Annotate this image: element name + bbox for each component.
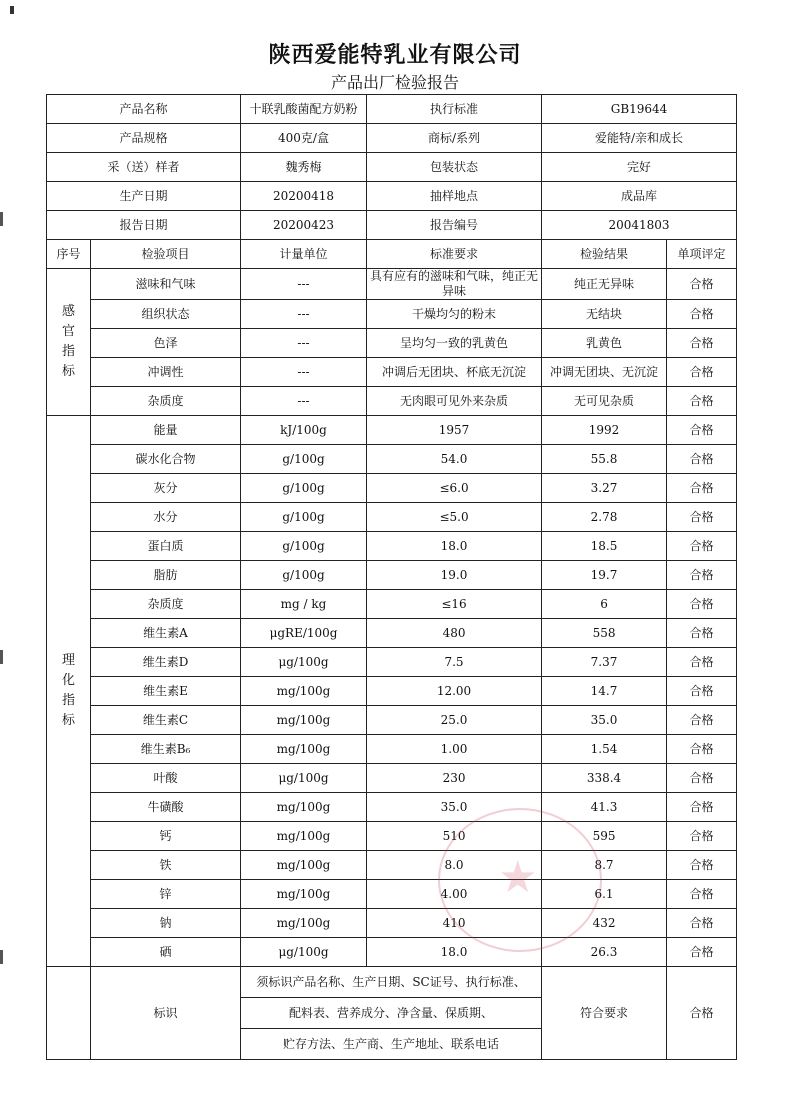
evaluation-cell: 合格	[667, 445, 737, 474]
test-item: 碳水化合物	[91, 445, 241, 474]
evaluation-cell: 合格	[667, 793, 737, 822]
evaluation-cell: 合格	[667, 677, 737, 706]
physchem-side-label: 理化指标	[47, 416, 91, 967]
evaluation-cell: 合格	[667, 590, 737, 619]
unit-cell: mg/100g	[241, 793, 367, 822]
requirement-cell: 1957	[367, 416, 542, 445]
result-cell: 7.37	[542, 648, 667, 677]
test-item: 钙	[91, 822, 241, 851]
requirement-cell: 230	[367, 764, 542, 793]
inspection-table	[46, 94, 737, 1060]
result-cell: 2.78	[542, 503, 667, 532]
package-label: 包装状态	[367, 153, 542, 182]
label-section	[47, 967, 737, 1060]
sensory-row	[47, 329, 737, 358]
test-item: 维生素D	[91, 648, 241, 677]
standard-label: 执行标准	[367, 95, 542, 124]
requirement-cell: 具有应有的滋味和气味，纯正无异味	[367, 269, 542, 300]
physchem-row	[47, 735, 737, 764]
physchem-row	[47, 706, 737, 735]
physchem-row	[47, 648, 737, 677]
test-item: 叶酸	[91, 764, 241, 793]
unit-cell: μg/100g	[241, 764, 367, 793]
result-cell: 19.7	[542, 561, 667, 590]
report-no-value: 20041803	[542, 211, 737, 240]
spec-label: 产品规格	[47, 124, 241, 153]
requirement-cell: 410	[367, 909, 542, 938]
test-item: 维生素E	[91, 677, 241, 706]
unit-cell: ---	[241, 358, 367, 387]
binding-mark	[0, 950, 3, 964]
result-cell: 558	[542, 619, 667, 648]
evaluation-cell: 合格	[667, 909, 737, 938]
evaluation-cell: 合格	[667, 648, 737, 677]
test-item: 脂肪	[91, 561, 241, 590]
physchem-row	[47, 938, 737, 967]
info-row	[47, 211, 737, 240]
test-item: 锌	[91, 880, 241, 909]
sampler-value: 魏秀梅	[241, 153, 367, 182]
col-header-result: 检验结果	[542, 240, 667, 269]
requirement-cell: 18.0	[367, 938, 542, 967]
result-cell: 冲调无团块、无沉淀	[542, 358, 667, 387]
label-requirement-line: 配料表、营养成分、净含量、保质期、	[241, 998, 542, 1029]
unit-cell: mg / kg	[241, 590, 367, 619]
unit-cell: mg/100g	[241, 677, 367, 706]
evaluation-cell: 合格	[667, 532, 737, 561]
result-cell: 无结块	[542, 300, 667, 329]
test-item: 维生素B₆	[91, 735, 241, 764]
requirement-cell: 12.00	[367, 677, 542, 706]
result-cell: 35.0	[542, 706, 667, 735]
company-title: 陕西爱能特乳业有限公司	[268, 43, 522, 68]
result-cell: 6.1	[542, 880, 667, 909]
test-item: 灰分	[91, 474, 241, 503]
result-cell: 595	[542, 822, 667, 851]
spec-value: 400克/盒	[241, 124, 367, 153]
sample-place-value: 成品库	[542, 182, 737, 211]
result-cell: 55.8	[542, 445, 667, 474]
test-item: 能量	[91, 416, 241, 445]
evaluation-cell: 合格	[667, 880, 737, 909]
label-item: 标识	[91, 967, 241, 1060]
requirement-cell: 1.00	[367, 735, 542, 764]
evaluation-cell: 合格	[667, 764, 737, 793]
test-item: 蛋白质	[91, 532, 241, 561]
result-cell: 26.3	[542, 938, 667, 967]
requirement-cell: 25.0	[367, 706, 542, 735]
prod-date-value: 20200418	[241, 182, 367, 211]
evaluation-cell: 合格	[667, 851, 737, 880]
evaluation-cell: 合格	[667, 269, 737, 300]
physchem-row	[47, 851, 737, 880]
unit-cell: kJ/100g	[241, 416, 367, 445]
unit-cell: ---	[241, 329, 367, 358]
prod-date-label: 生产日期	[47, 182, 241, 211]
result-cell: 432	[542, 909, 667, 938]
brand-value: 爱能特/亲和成长	[542, 124, 737, 153]
product-name-label: 产品名称	[47, 95, 241, 124]
binding-mark	[0, 212, 3, 226]
result-cell: 乳黄色	[542, 329, 667, 358]
requirement-cell: 19.0	[367, 561, 542, 590]
punch-mark	[10, 6, 14, 14]
unit-cell: μg/100g	[241, 648, 367, 677]
requirement-cell: 35.0	[367, 793, 542, 822]
requirement-cell: 54.0	[367, 445, 542, 474]
test-item: 滋味和气味	[91, 269, 241, 300]
physchem-section	[47, 416, 737, 967]
unit-cell: ---	[241, 269, 367, 300]
evaluation-cell: 合格	[667, 619, 737, 648]
unit-cell: mg/100g	[241, 706, 367, 735]
result-cell: 无可见杂质	[542, 387, 667, 416]
physchem-row	[47, 532, 737, 561]
label-result: 符合要求	[542, 967, 667, 1060]
evaluation-cell: 合格	[667, 938, 737, 967]
sensory-row	[47, 358, 737, 387]
test-item: 牛磺酸	[91, 793, 241, 822]
requirement-cell: ≤16	[367, 590, 542, 619]
sensory-row	[47, 387, 737, 416]
sensory-side-label: 感官指标	[47, 269, 91, 416]
result-cell: 纯正无异味	[542, 269, 667, 300]
requirement-cell: ≤5.0	[367, 503, 542, 532]
evaluation-cell: 合格	[667, 387, 737, 416]
physchem-row	[47, 474, 737, 503]
evaluation-cell: 合格	[667, 735, 737, 764]
requirement-cell: 7.5	[367, 648, 542, 677]
result-cell: 18.5	[542, 532, 667, 561]
result-cell: 1992	[542, 416, 667, 445]
physchem-row	[47, 764, 737, 793]
unit-cell: ---	[241, 387, 367, 416]
evaluation-cell: 合格	[667, 474, 737, 503]
evaluation-cell: 合格	[667, 300, 737, 329]
unit-cell: g/100g	[241, 474, 367, 503]
unit-cell: g/100g	[241, 503, 367, 532]
physchem-row	[47, 822, 737, 851]
physchem-row	[47, 619, 737, 648]
physchem-row	[47, 445, 737, 474]
evaluation-cell: 合格	[667, 822, 737, 851]
evaluation-cell: 合格	[667, 561, 737, 590]
unit-cell: mg/100g	[241, 822, 367, 851]
unit-cell: g/100g	[241, 532, 367, 561]
label-seq	[47, 967, 91, 1060]
test-item: 杂质度	[91, 590, 241, 619]
test-item: 组织状态	[91, 300, 241, 329]
sensory-row	[47, 269, 737, 300]
physchem-row	[47, 677, 737, 706]
evaluation-cell: 合格	[667, 329, 737, 358]
col-header-evaluation: 单项评定	[667, 240, 737, 269]
requirement-cell: 呈均匀一致的乳黄色	[367, 329, 542, 358]
col-header-unit: 计量单位	[241, 240, 367, 269]
requirement-cell: 4.00	[367, 880, 542, 909]
test-item: 杂质度	[91, 387, 241, 416]
report-title: 产品出厂检验报告	[330, 73, 459, 92]
unit-cell: ---	[241, 300, 367, 329]
result-cell: 8.7	[542, 851, 667, 880]
stamp-star-icon: ★	[498, 852, 538, 903]
result-cell: 14.7	[542, 677, 667, 706]
test-item: 维生素C	[91, 706, 241, 735]
test-item: 硒	[91, 938, 241, 967]
test-item: 钠	[91, 909, 241, 938]
info-row	[47, 124, 737, 153]
label-row	[47, 967, 737, 998]
label-requirement-line: 须标识产品名称、生产日期、SC证号、执行标准、	[241, 967, 542, 998]
requirement-cell: 18.0	[367, 532, 542, 561]
requirement-cell: ≤6.0	[367, 474, 542, 503]
sensory-row	[47, 300, 737, 329]
info-row	[47, 153, 737, 182]
physchem-row	[47, 561, 737, 590]
info-row	[47, 182, 737, 211]
evaluation-cell: 合格	[667, 706, 737, 735]
result-cell: 338.4	[542, 764, 667, 793]
test-item: 铁	[91, 851, 241, 880]
unit-cell: mg/100g	[241, 909, 367, 938]
physchem-row	[47, 793, 737, 822]
info-row	[47, 95, 737, 124]
requirement-cell: 冲调后无团块、杯底无沉淀	[367, 358, 542, 387]
label-evaluation: 合格	[667, 967, 737, 1060]
col-header-item: 检验项目	[91, 240, 241, 269]
evaluation-cell: 合格	[667, 358, 737, 387]
sensory-section	[47, 269, 737, 416]
label-requirement-line: 贮存方法、生产商、生产地址、联系电话	[241, 1029, 542, 1060]
sample-place-label: 抽样地点	[367, 182, 542, 211]
product-name-value: 十联乳酸菌配方奶粉	[241, 95, 367, 124]
unit-cell: g/100g	[241, 561, 367, 590]
unit-cell: g/100g	[241, 445, 367, 474]
unit-cell: mg/100g	[241, 880, 367, 909]
requirement-cell: 480	[367, 619, 542, 648]
physchem-row	[47, 909, 737, 938]
binding-mark	[0, 650, 3, 664]
test-item: 水分	[91, 503, 241, 532]
column-header-row	[47, 240, 737, 269]
standard-value: GB19644	[542, 95, 737, 124]
sampler-label: 采（送）样者	[47, 153, 241, 182]
result-cell: 6	[542, 590, 667, 619]
result-cell: 41.3	[542, 793, 667, 822]
result-cell: 1.54	[542, 735, 667, 764]
test-item: 冲调性	[91, 358, 241, 387]
physchem-row	[47, 416, 737, 445]
requirement-cell: 8.0	[367, 851, 542, 880]
test-item: 色泽	[91, 329, 241, 358]
col-header-requirement: 标准要求	[367, 240, 542, 269]
result-cell: 3.27	[542, 474, 667, 503]
col-header-no: 序号	[47, 240, 91, 269]
unit-cell: μg/100g	[241, 938, 367, 967]
unit-cell: mg/100g	[241, 735, 367, 764]
package-value: 完好	[542, 153, 737, 182]
physchem-row	[47, 880, 737, 909]
physchem-row	[47, 503, 737, 532]
requirement-cell: 无肉眼可见外来杂质	[367, 387, 542, 416]
report-date-value: 20200423	[241, 211, 367, 240]
evaluation-cell: 合格	[667, 416, 737, 445]
report-no-label: 报告编号	[367, 211, 542, 240]
brand-label: 商标/系列	[367, 124, 542, 153]
test-item: 维生素A	[91, 619, 241, 648]
requirement-cell: 干燥均匀的粉末	[367, 300, 542, 329]
unit-cell: mg/100g	[241, 851, 367, 880]
evaluation-cell: 合格	[667, 503, 737, 532]
unit-cell: μgRE/100g	[241, 619, 367, 648]
report-date-label: 报告日期	[47, 211, 241, 240]
requirement-cell: 510	[367, 822, 542, 851]
physchem-row	[47, 590, 737, 619]
